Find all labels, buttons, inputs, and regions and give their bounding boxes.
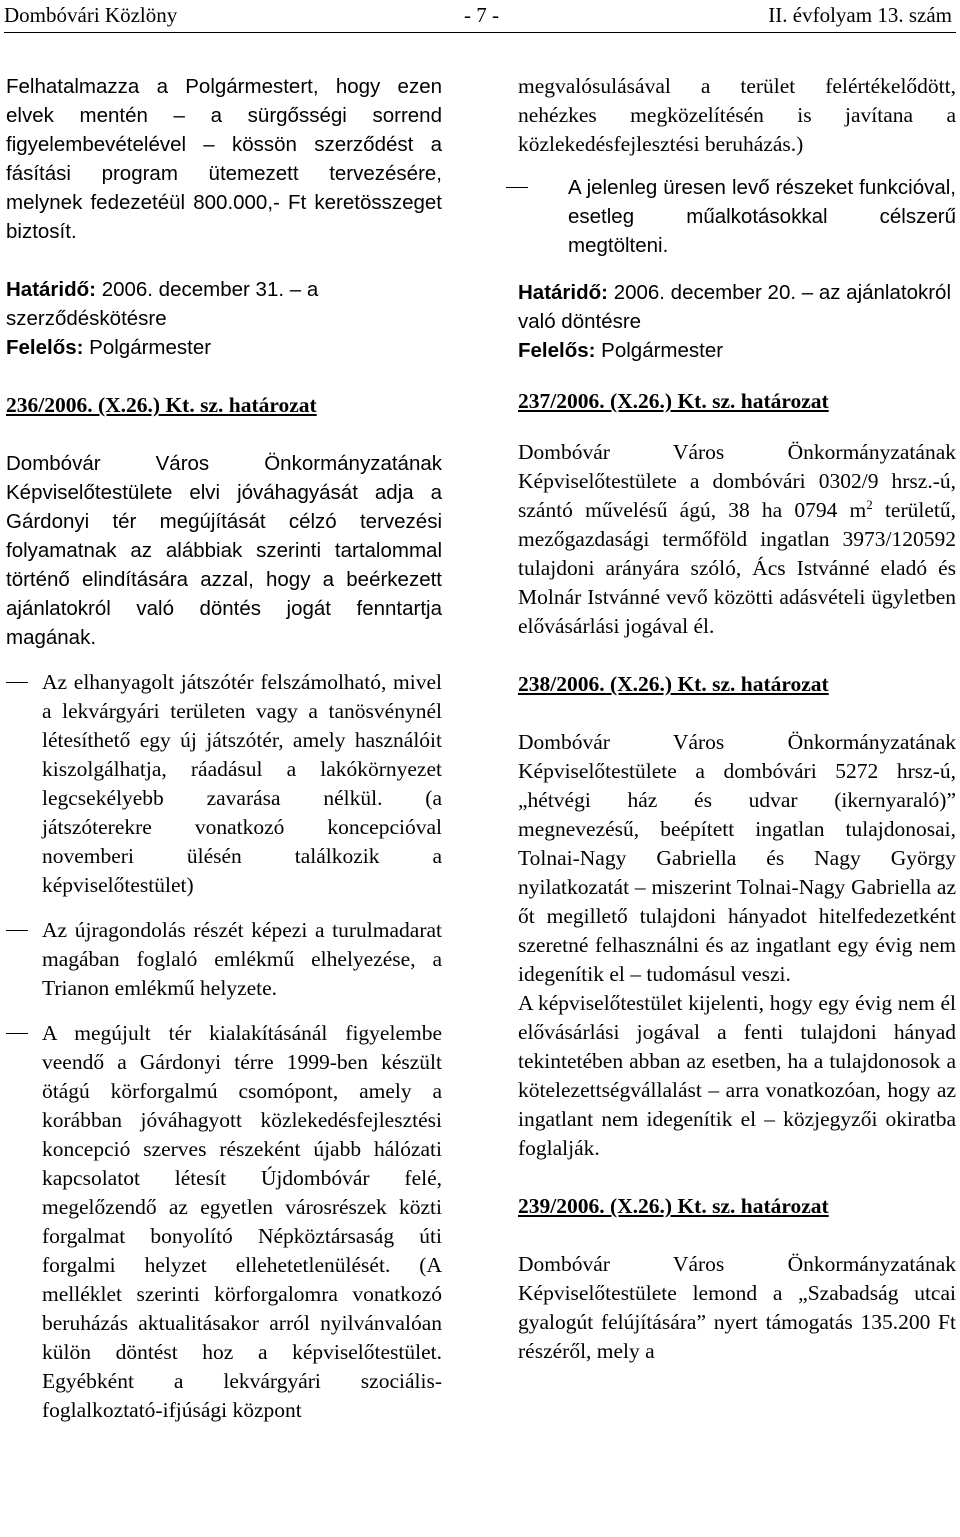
responsible-line: [6, 333, 442, 362]
deadline-label: Határidő:: [6, 278, 96, 301]
resolution-236-body: Dombóvár Város Önkormányzatának Képviselőtestülete elvi jóváhagyását adja a Gárdonyi tér megújítását célzó tervezési folyamatnak az alábbiak szerinti tartalommal történő elindítására azzal, hogy a beérkezett ajánlatokról való döntés jogát fenntartja magának.: [6, 452, 442, 649]
deadline-line: [6, 275, 442, 333]
page-header: [4, 0, 956, 33]
responsible-label: Felelős:: [518, 339, 596, 362]
deadline-label: Határidő:: [518, 281, 608, 304]
deadline-text: 2006. december 20. – az ajánlatokról való döntésre: [518, 281, 952, 333]
deadline-text: 2006. december 31. – a szerződéskötésre: [6, 278, 319, 330]
continued-text: megvalósulásával a terület felértékelődött, nehézkes megközelítésén is javítana a közlekedésfejlesztési beruházás.): [518, 74, 956, 156]
dash-bullet-icon: [6, 1033, 28, 1034]
resolution-237-text-b: területű, mezőgazdasági termőföld ingatlan 3973/120592 tulajdoni arányára szóló, Ács Istvánné eladó és Molnár Istvánné vevő közötti adásvételi ügyletben elővásárlási jogával él.: [518, 498, 956, 638]
dash-bullet-icon: [6, 682, 28, 683]
deadline-line: [518, 278, 956, 336]
volume-info: II. évfolyam 13. szám: [768, 3, 952, 27]
right-column: [518, 72, 956, 1366]
bullet-text: A jelenleg üresen levő részeket funkcióval, esetleg műalkotásokkal célszerű megtölteni.: [568, 176, 956, 257]
list-item: [6, 1019, 442, 1425]
publication-title: Dombóvári Közlöny: [4, 3, 178, 27]
resolution-237-body: [518, 438, 956, 641]
resolution-239-title: 239/2006. (X.26.) Kt. sz. határozat: [518, 1194, 829, 1218]
resolution-237-title: 237/2006. (X.26.) Kt. sz. határozat: [518, 389, 829, 413]
dash-bullet-icon: [506, 187, 528, 188]
list-item: [6, 668, 442, 900]
resolution-238-declaration: A képviselőtestület kijelenti, hogy egy évig nem él elővásárlási jogával a fenti tulajdoni hányad tekintetében abban az esetben, ha a tulajdonosok a kötelezettségvállalást – arra vonatkozóan, hogy az ingatlant nem idegenítik el – közjegyzői okiratba foglalják.: [518, 991, 956, 1160]
resolution-238-title: 238/2006. (X.26.) Kt. sz. határozat: [518, 672, 829, 696]
resolution-238-body: Dombóvár Város Önkormányzatának Képviselőtestülete a dombóvári 5272 hrsz-ú, „hétvégi ház és udvar (ikernyaraló)” megnevezésű, beépített ingatlan tulajdonosai, Tolnai-Nagy Gabriella és Nagy György nyilatkozatát – miszerint Tolnai-Nagy Gabriella az őt megillető tulajdoni hányadot hitelfedezetként szeretné felhasználni és az ingatlant egy évig nem idegenítik el – tudomásul veszi.: [518, 730, 956, 986]
list-item: [518, 173, 956, 260]
responsible-text: Polgármester: [601, 339, 724, 362]
authorization-paragraph: Felhatalmazza a Polgármestert, hogy ezen elvek mentén – a sürgősségi sorrend figyelembevételével – kössön szerződést a fásítási program ütemezett tervezésére, melynek fedezetéül 800.000,- Ft keretösszeget biztosít.: [6, 75, 442, 243]
bullet-text: A megújult tér kialakításánál figyelembe veendő a Gárdonyi térre 1999-ben készült ötágú körforgalmú csomópont, amely a korábban jóváhagyott közlekedésfejlesztési koncepció szerves részeként újabb hálózati kapcsolatot létesít Újdombóvár felé, megelőzendő az egyetlen városrészek közti forgalmat bonyolító Népköztársaság úti forgalmi helyzet ellehetetlenülését. (A melléklet szerinti körforgalomra vonatkozó beruházás aktualitásakor arról nyilvánvalóan külön döntést hoz a képviselőtestület. Egyébként a lekvárgyári szociális-foglalkoztató-ifjúsági központ: [42, 1021, 442, 1422]
bullet-text: Az újragondolás részét képezi a turulmadarat magában foglaló emlékmű elhelyezése, a Trianon emlékmű helyzete.: [42, 918, 442, 1000]
responsible-label: Felelős:: [6, 336, 84, 359]
superscript-two: 2: [866, 496, 873, 512]
list-item: [6, 916, 442, 1003]
dash-bullet-icon: [6, 930, 28, 931]
resolution-236-title: 236/2006. (X.26.) Kt. sz. határozat: [6, 393, 317, 417]
responsible-line: [518, 336, 956, 365]
left-column: [6, 72, 442, 1425]
resolution-237-text-a: Dombóvár Város Önkormányzatának Képviselőtestülete a dombóvári 0302/9 hrsz.-ú, szántó művelésű ágú, 38 ha 0794 m: [518, 440, 956, 522]
bullet-text: Az elhanyagolt játszótér felszámolható, mivel a lekvárgyári területen vagy a tanösvénynél létesíthető egy új játszótér, amely használóit kiszolgálhatja, ráadásul a lakókörnyezet legcsekélyebb zavarása nélkül. (a játszóterekre vonatkozó koncepcióval novemberi ülésén találkozik a képviselőtestület): [42, 670, 442, 897]
resolution-239-body: Dombóvár Város Önkormányzatának Képviselőtestülete lemond a „Szabadság utcai gyalogút felújítására” nyert támogatás 135.200 Ft részéről, mely a: [518, 1252, 956, 1363]
responsible-text: Polgármester: [89, 336, 212, 359]
page-number: - 7 -: [464, 3, 499, 27]
